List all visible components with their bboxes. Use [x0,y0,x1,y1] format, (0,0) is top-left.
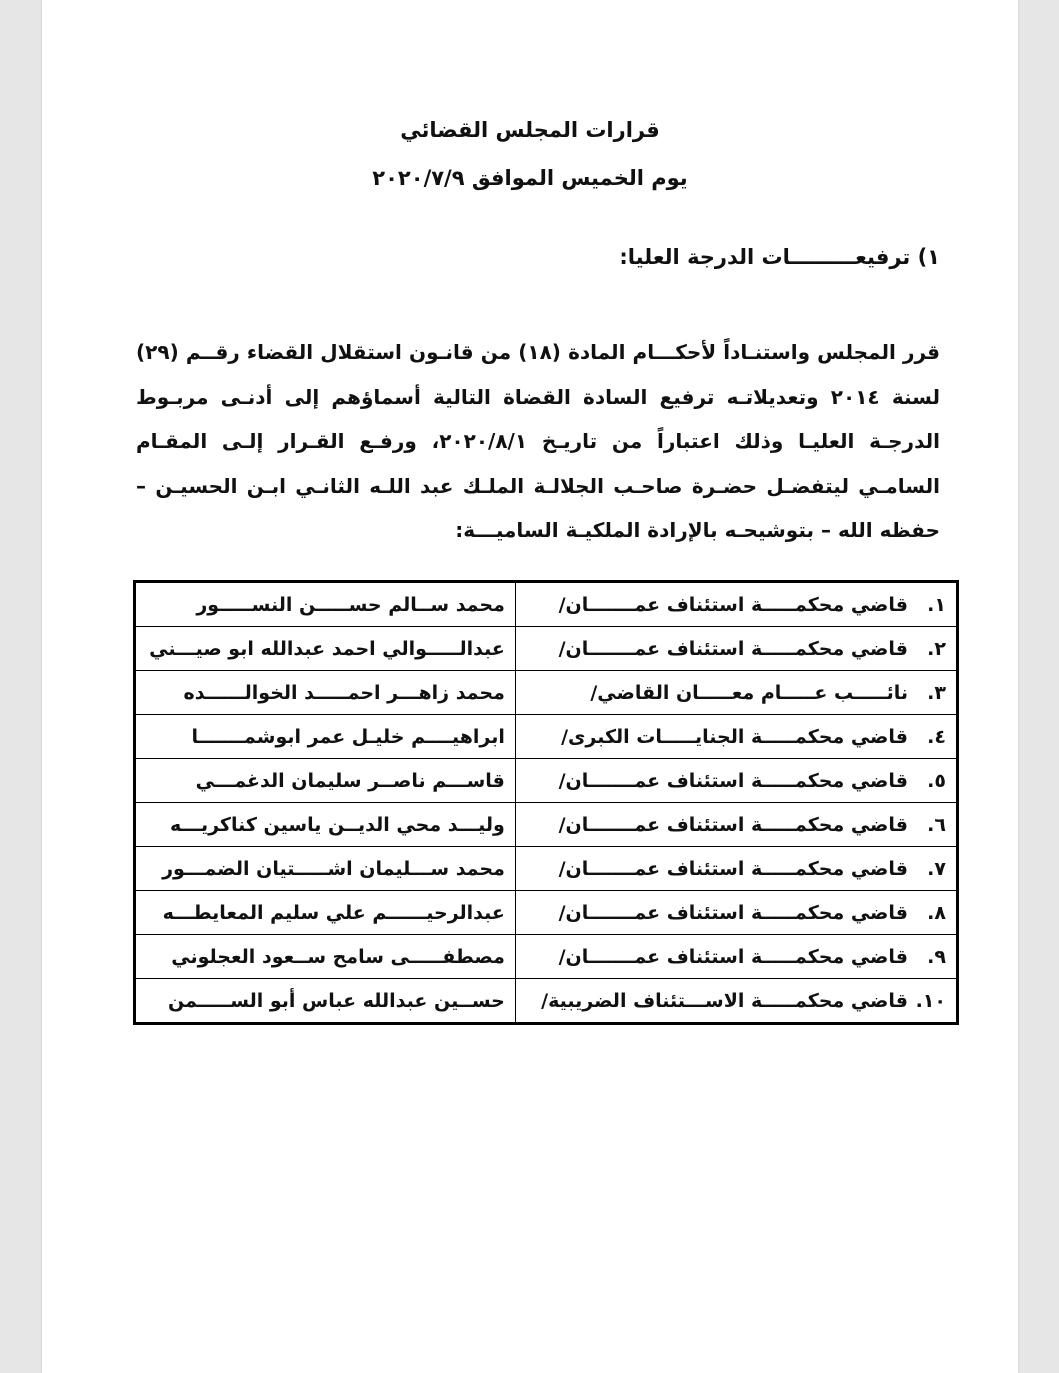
row-number: ١٠. [915,989,946,1012]
decision-paragraph: قرر المجلس واستنـاداً لأحكـــام المادة (١٨) من قانـون استقلال القضاء رقــم (٢٩) لسنة ٢٠١٤ وتعديلاتـه ترفيع السادة القضاة التالية أسماؤهم إلى أدنـى مربـوط الدرجـة العليـا وذلك اعتباراً من تاريـخ ٢٠٢٠/٨/١، ورفـع القـرار إلـى المقـام السامـي ليتفضـل حضـرة صاحـب الجلالـة الملـك عبد اللـه الثانـي ابـن الحسيـن – حفظه الله – بتوشيحـه بالإرادة الملكيـة الساميـــة: [136,340,940,542]
row-number: ٢. [927,637,946,660]
position-cell [515,715,957,759]
row-number: ٩. [927,945,946,968]
judge-name-cell: عبدالـــــوالي احمد عبدالله ابو صيـــني [135,627,516,671]
position-cell [515,935,957,979]
position-text: نائـــــب عـــــام معـــــان القاضي/ [590,681,908,704]
table-row [135,803,958,847]
judge-name-cell: حســين عبدالله عباس أبو الســـــمن [135,979,516,1024]
position-text: قاضي محكمـــــة استئناف عمـــــــان/ [558,901,908,924]
document-date: يوم الخميس الموافق ٢٠٢٠/٧/٩ [372,166,688,190]
position-text: قاضي محكمـــــة استئناف عمـــــــان/ [558,637,908,660]
judge-name-cell: ابراهيــــم خليـل عمر ابوشمـــــــا [135,715,516,759]
position-text: قاضي محكمـــــة استئناف عمـــــــان/ [558,857,908,880]
position-cell [515,671,957,715]
position-cell [515,979,957,1024]
judge-name-cell: مصطفـــــى سامح ســعود العجلوني [135,935,516,979]
table-row [135,582,958,627]
position-cell [515,847,957,891]
section-heading: ١) ترفيعـــــــــات الدرجة العليا: [619,245,940,269]
judge-name-cell: قاســـم ناصــر سليمان الدغمـــي [135,759,516,803]
position-text: قاضي محكمـــــة استئناف عمـــــــان/ [558,593,908,616]
table-row [135,847,958,891]
promotions-table [133,580,959,1025]
judge-name-cell: محمد ســالم حســـــن النســـــور [135,582,516,627]
judge-name-cell: محمد ســـليمان اشـــــتيان الضمـــور [135,847,516,891]
table-row [135,979,958,1024]
judge-name-cell: عبدالرحيــــــم علي سليم المعايطـــه [135,891,516,935]
table-row [135,759,958,803]
position-text: قاضي محكمـــــة الاســـتئناف الضريبية/ [541,989,908,1012]
promotions-table-body [135,582,958,1024]
position-cell [515,582,957,627]
judge-name-cell: محمد زاهـــر احمـــــد الخوالــــــده [135,671,516,715]
row-number: ٦. [927,813,946,836]
position-cell [515,759,957,803]
table-row [135,671,958,715]
position-text: قاضي محكمـــــة الجنايـــــات الكبرى/ [561,725,908,748]
row-number: ١. [927,593,946,616]
row-number: ٥. [927,769,946,792]
position-cell [515,891,957,935]
table-row [135,891,958,935]
judge-name-cell: وليـــد محي الديــن ياسين كناكريـــه [135,803,516,847]
table-row [135,935,958,979]
table-row [135,627,958,671]
row-number: ٧. [927,857,946,880]
position-text: قاضي محكمـــــة استئناف عمـــــــان/ [558,813,908,836]
row-number: ٣. [927,681,946,704]
row-number: ٨. [927,901,946,924]
document-title: قرارات المجلس القضائي [400,118,660,142]
position-text: قاضي محكمـــــة استئناف عمـــــــان/ [558,945,908,968]
row-number: ٤. [927,725,946,748]
position-cell [515,627,957,671]
position-text: قاضي محكمـــــة استئناف عمـــــــان/ [558,769,908,792]
position-cell [515,803,957,847]
table-row [135,715,958,759]
document-page [42,0,1018,1373]
